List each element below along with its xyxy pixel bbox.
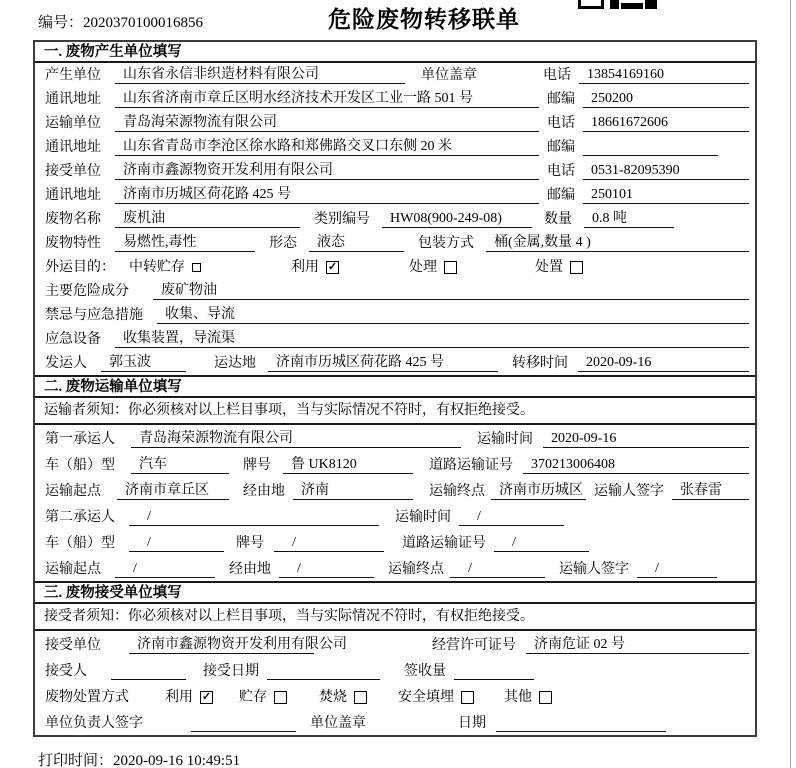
receiver-postcode-field	[583, 186, 749, 204]
first-transport-date-field-value: 2020-09-16	[551, 431, 617, 446]
producer-row	[35, 231, 755, 255]
transport-unit-field	[115, 114, 539, 132]
emergency-equipment-field-value: 收集装置，导流渠	[123, 331, 235, 346]
second-road-permit-label: 道路运输证号	[402, 536, 486, 551]
accept-date-field	[267, 662, 380, 680]
qr-code-fragment	[578, 0, 660, 9]
second-via-label: 经由地	[229, 562, 271, 577]
quantity-field	[584, 210, 674, 228]
receiver-unit-field-value: 济南市鑫源物资开发利用有限公司	[123, 163, 333, 178]
document-header	[0, 0, 796, 40]
first-plate-field	[283, 456, 413, 474]
second-via-field-value: /	[297, 561, 301, 576]
second-road-permit-field-value: /	[512, 535, 516, 550]
receiver-unit-label: 接受单位	[45, 164, 101, 179]
license-number-field	[526, 636, 749, 654]
waste-name-field	[115, 210, 300, 228]
emergency-measures-field-value: 收集、导流	[165, 307, 235, 322]
transporter-row	[35, 451, 755, 477]
disposal-landfill-checkbox	[461, 691, 474, 704]
first-vehicle-type-field-value: 汽车	[139, 457, 167, 472]
first-carrier-label: 第一承运人	[45, 432, 115, 447]
first-origin-field-value: 济南市章丘区	[125, 483, 209, 498]
producer-row	[35, 327, 755, 351]
section-receiver	[35, 581, 755, 735]
transport-phone-field	[583, 114, 749, 132]
producer-row	[35, 303, 755, 327]
second-plate-label: 牌号	[236, 536, 264, 551]
first-transport-date-label: 运输时间	[477, 432, 533, 447]
emergency-measures-label: 禁忌与应急措施	[45, 308, 143, 323]
main-hazard-label: 主要危险成分	[45, 284, 129, 299]
purpose-treat-checkbox	[444, 261, 457, 274]
accept-unit-label: 接受单位	[45, 638, 101, 653]
disposal-utilize-checkbox: ✓	[201, 691, 212, 703]
second-origin-field	[115, 560, 215, 578]
page-right-edge-line	[790, 0, 791, 768]
form-field	[309, 234, 404, 252]
producer-name-field-value: 山东省永信非织造材料有限公司	[123, 67, 319, 82]
consignor-label: 发运人	[45, 356, 87, 371]
transfer-purpose-label: 外运目的：	[45, 260, 115, 275]
first-via-field	[293, 482, 413, 500]
second-transport-date-field	[459, 508, 564, 526]
accept-person-field	[111, 662, 186, 680]
receiver-address-label: 通讯地址	[45, 188, 101, 203]
purpose-utilize	[291, 259, 339, 276]
destination-label: 运达地	[214, 356, 256, 371]
purpose-dispose-label: 处置	[535, 260, 563, 275]
receiver-phone-field	[583, 162, 749, 180]
transport-postcode-field	[583, 138, 718, 156]
producer-name-field	[115, 66, 405, 84]
transport-postcode-label: 邮编	[547, 140, 575, 155]
section-producer	[35, 42, 755, 375]
consignor-field	[101, 354, 186, 372]
purpose-dispose-checkbox	[570, 261, 583, 274]
purpose-transfer-storage	[129, 259, 201, 276]
license-number-field-value: 济南危证 02 号	[534, 637, 625, 652]
print-time-value: 2020-09-16 10:49:51	[113, 753, 241, 768]
packing-field-value: 桶(金属,数量 4 )	[494, 235, 591, 250]
received-amount-label: 签收量	[404, 664, 446, 679]
emergency-equipment-label: 应急设备	[45, 332, 101, 347]
producer-rows	[35, 63, 755, 375]
first-carrier-field	[131, 430, 461, 448]
second-terminal-label: 运输终点	[388, 562, 444, 577]
purpose-transfer-storage-label: 中转贮存	[129, 260, 185, 275]
producer-name-label: 产生单位	[45, 68, 101, 83]
disposal-storage-checkbox	[274, 691, 287, 704]
category-code-field	[382, 210, 532, 228]
qr-block	[610, 0, 619, 9]
producer-address-label: 通讯地址	[45, 92, 101, 107]
receiver-row	[35, 709, 755, 735]
producer-row	[35, 279, 755, 303]
disposal-storage-label: 贮存	[239, 690, 267, 705]
second-vehicle-type-label: 车（船）型	[45, 536, 115, 551]
receiver-section-title: 三. 废物接受单位填写	[35, 583, 755, 604]
qr-block	[578, 0, 604, 9]
page-title: 危险废物转移联单	[328, 7, 520, 32]
waste-name-field-value: 废机油	[123, 211, 165, 226]
packing-label: 包装方式	[418, 236, 474, 251]
first-vehicle-type-label: 车（船）型	[45, 458, 115, 473]
disposal-method-label: 废物处置方式	[45, 690, 129, 705]
main-hazard-field	[153, 282, 749, 300]
producer-row	[35, 207, 755, 231]
disposal-other-label: 其他	[504, 690, 532, 705]
first-carrier-sign-field-value: 张春雷	[680, 483, 722, 498]
transporter-row	[35, 503, 755, 529]
transporter-row	[35, 555, 755, 581]
form-field-value: 液态	[317, 235, 345, 250]
disposal-other-checkbox	[539, 691, 552, 704]
receiver-notice: 接受者须知：你必须核对以上栏目事项，当与实际情况不符时，有权拒绝接受。	[35, 604, 755, 631]
receiver-row	[35, 631, 755, 657]
unit-head-sign-label: 单位负责人签字	[45, 716, 143, 731]
print-time-label: 打印时间：	[38, 753, 114, 768]
second-origin-label: 运输起点	[45, 562, 101, 577]
receiver-seal-label: 单位盖章	[310, 716, 366, 731]
producer-row	[35, 63, 755, 87]
receiver-postcode-field-value: 250101	[591, 187, 633, 202]
producer-phone-field-value: 13854169160	[587, 67, 664, 82]
accept-unit-field-value: 济南市鑫源物资开发利用有限公司	[137, 637, 347, 652]
emergency-equipment-field	[115, 330, 749, 348]
first-road-permit-field	[523, 456, 749, 474]
second-vehicle-type-field	[129, 534, 224, 552]
transport-address-field	[115, 138, 539, 156]
disposal-utilize	[165, 689, 213, 706]
purpose-utilize-checkbox: ✓	[327, 261, 338, 273]
first-plate-field-value: 鲁 UK8120	[291, 457, 357, 472]
disposal-incinerate-checkbox	[354, 691, 367, 704]
receiver-address-field	[115, 186, 539, 204]
receiver-phone-field-value: 0531-82095390	[591, 163, 680, 178]
doc-number-label: 编号：	[38, 15, 84, 31]
transporter-rows	[35, 425, 755, 581]
second-transport-date-field-value: /	[477, 509, 481, 524]
unit-seal-label: 单位盖章	[421, 68, 477, 83]
purpose-treat-label: 处理	[409, 260, 437, 275]
waste-character-field-value: 易燃性,毒性	[123, 235, 197, 250]
transporter-section-title: 二. 废物运输单位填写	[35, 377, 755, 398]
category-code-label: 类别编号	[314, 212, 370, 227]
receiver-postcode-label: 邮编	[547, 188, 575, 203]
second-vehicle-type-field-value: /	[147, 535, 151, 550]
transporter-notice: 运输者须知：你必须核对以上栏目事项，当与实际情况不符时，有权拒绝接受。	[35, 398, 755, 425]
second-carrier-sign-field-value: /	[655, 561, 659, 576]
form-label: 形态	[269, 236, 297, 251]
first-terminal-label: 运输终点	[429, 484, 485, 499]
transport-phone-field-value: 18661672606	[591, 115, 668, 130]
first-terminal-field-value: 济南市历城区	[499, 483, 583, 498]
destination-field-value: 济南市历城区荷花路 425 号	[276, 355, 444, 370]
transport-address-label: 通讯地址	[45, 140, 101, 155]
disposal-landfill-label: 安全填埋	[398, 690, 454, 705]
producer-postcode-field	[583, 90, 749, 108]
quantity-field-value: 0.8 吨	[592, 211, 627, 226]
receiver-row	[35, 683, 755, 709]
second-terminal-field	[450, 560, 545, 578]
first-road-permit-field-value: 370213006408	[531, 457, 615, 472]
accept-date-label: 接受日期	[203, 664, 259, 679]
transporter-row	[35, 477, 755, 503]
second-origin-field-value: /	[133, 561, 137, 576]
purpose-dispose	[535, 259, 583, 276]
disposal-storage	[239, 689, 287, 706]
transport-address-field-value: 山东省青岛市李沧区徐水路和郑佛路交叉口东侧 20 米	[123, 139, 452, 154]
producer-phone-field	[579, 66, 749, 84]
license-number-label: 经营许可证号	[432, 638, 516, 653]
producer-row	[35, 255, 755, 279]
receive-date-label: 日期	[458, 716, 486, 731]
second-carrier-field	[129, 508, 379, 526]
waste-character-field	[115, 234, 255, 252]
producer-row	[35, 135, 755, 159]
transfer-date-label: 转移时间	[512, 356, 568, 371]
first-carrier-sign-label: 运输人签字	[594, 484, 664, 499]
section-transporter	[35, 375, 755, 581]
receiver-address-field-value: 济南市历城区荷花路 425 号	[123, 187, 291, 202]
accept-unit-field	[129, 636, 347, 654]
first-via-field-value: 济南	[301, 483, 329, 498]
producer-row	[35, 111, 755, 135]
producer-section-title: 一. 废物产生单位填写	[35, 42, 755, 63]
producer-phone-label: 电话	[543, 68, 571, 83]
purpose-transfer-storage-checkbox	[192, 263, 201, 272]
category-code-field-value: HW08(900-249-08)	[390, 211, 502, 226]
receiver-phone-label: 电话	[547, 164, 575, 179]
transport-phone-label: 电话	[547, 116, 575, 131]
first-origin-field	[117, 482, 229, 500]
second-transport-date-label: 运输时间	[395, 510, 451, 525]
quantity-label: 数量	[544, 212, 572, 227]
second-carrier-sign-label: 运输人签字	[559, 562, 629, 577]
receiver-row	[35, 657, 755, 683]
waste-character-label: 废物特性	[45, 236, 101, 251]
receiver-rows	[35, 631, 755, 735]
disposal-incinerate-label: 焚烧	[319, 690, 347, 705]
second-plate-field-value: /	[292, 535, 296, 550]
received-amount-field	[454, 662, 534, 680]
second-road-permit-field	[494, 534, 589, 552]
first-origin-label: 运输起点	[45, 484, 101, 499]
producer-row	[35, 159, 755, 183]
transport-unit-label: 运输单位	[45, 116, 101, 131]
disposal-other	[504, 689, 552, 706]
first-vehicle-type-field	[131, 456, 229, 474]
transfer-date-field-value: 2020-09-16	[586, 355, 652, 370]
print-time	[38, 749, 240, 768]
receive-date-field	[496, 714, 666, 732]
waste-name-label: 废物名称	[45, 212, 101, 227]
accept-person-label: 接受人	[45, 664, 87, 679]
second-via-field	[279, 560, 374, 578]
disposal-incinerate	[319, 689, 367, 706]
second-carrier-label: 第二承运人	[45, 510, 115, 525]
packing-field	[486, 234, 749, 252]
disposal-landfill	[398, 689, 474, 706]
qr-block	[645, 0, 657, 9]
first-plate-label: 牌号	[243, 458, 271, 473]
producer-row	[35, 87, 755, 111]
purpose-utilize-label: 利用	[291, 260, 319, 275]
second-terminal-field-value: /	[468, 561, 472, 576]
producer-address-field-value: 山东省济南市章丘区明水经济技术开发区工业一路 501 号	[123, 91, 473, 106]
producer-postcode-label: 邮编	[547, 92, 575, 107]
transporter-row	[35, 425, 755, 451]
consignor-field-value: 郭玉波	[109, 355, 151, 370]
transporter-row	[35, 529, 755, 555]
receiver-unit-field	[115, 162, 539, 180]
doc-number	[38, 11, 203, 32]
second-carrier-field-value: /	[147, 509, 151, 524]
doc-number-value: 2020370100016856	[83, 15, 204, 31]
second-carrier-sign-field	[637, 560, 717, 578]
first-transport-date-field	[543, 430, 749, 448]
purpose-treat	[409, 259, 457, 276]
first-road-permit-label: 道路运输证号	[429, 458, 513, 473]
disposal-utilize-label: 利用	[165, 690, 193, 705]
qr-block	[621, 3, 643, 9]
first-carrier-sign-field	[672, 482, 749, 500]
transfer-form-table	[33, 40, 757, 737]
main-hazard-field-value: 废矿物油	[161, 283, 217, 298]
destination-field	[268, 354, 498, 372]
second-plate-field	[274, 534, 384, 552]
first-via-label: 经由地	[243, 484, 285, 499]
unit-head-sign-field	[191, 714, 296, 732]
producer-row	[35, 183, 755, 207]
transfer-date-field	[578, 354, 749, 372]
producer-row	[35, 351, 755, 375]
producer-postcode-field-value: 250200	[591, 91, 633, 106]
first-carrier-field-value: 青岛海荣源物流有限公司	[139, 431, 293, 446]
first-terminal-field	[491, 482, 586, 500]
producer-address-field	[115, 90, 539, 108]
emergency-measures-field	[157, 306, 749, 324]
transport-unit-field-value: 青岛海荣源物流有限公司	[123, 115, 277, 130]
